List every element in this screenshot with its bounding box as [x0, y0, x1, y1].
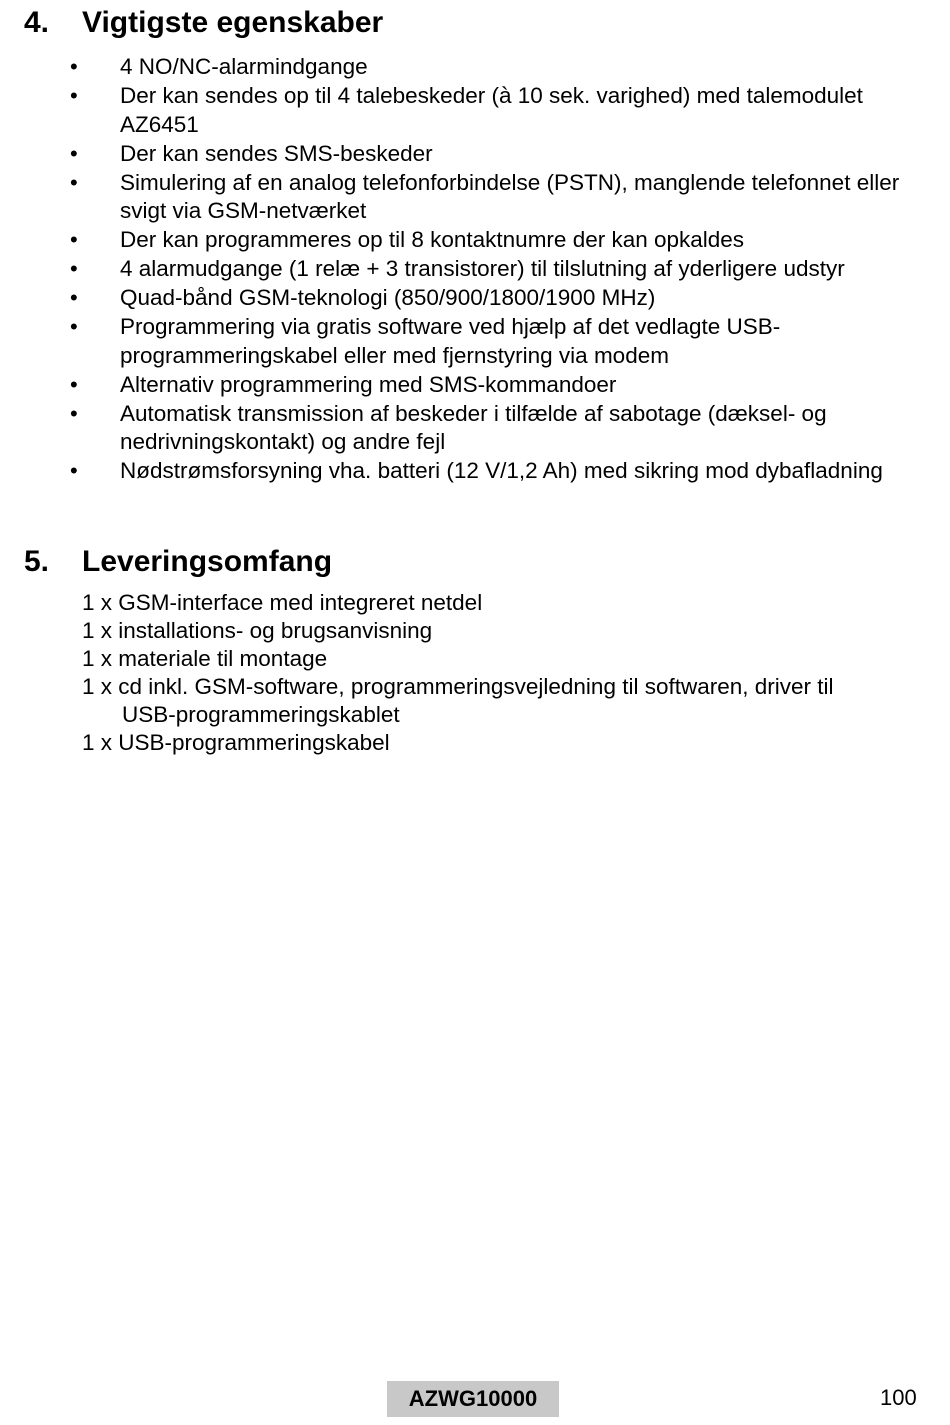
- list-item: [0, 313, 950, 370]
- list-item: [0, 673, 950, 729]
- list-item-text: 1 x installations- og brugsanvisning: [82, 618, 433, 643]
- list-item: [0, 169, 950, 226]
- list-item-text: 4 alarmudgange (1 relæ + 3 transistorer) til tilslutning af yderligere udstyr: [120, 256, 845, 281]
- list-item: [0, 589, 950, 617]
- bullet-icon: •: [70, 458, 78, 483]
- list-item: [0, 729, 950, 757]
- bullet-icon: •: [70, 285, 78, 310]
- list-item-text: Der kan programmeres op til 8 kontaktnumre der kan opkaldes: [120, 227, 745, 252]
- list-item-text: 1 x cd inkl. GSM-software, programmeringsvejledning til softwaren, driver til: [82, 674, 834, 699]
- list-item-text: Nødstrømsforsyning vha. batteri (12 V/1,2 Ah) med sikring mod dybafladning: [120, 458, 883, 483]
- list-item: [0, 255, 950, 284]
- section-5-heading: [0, 545, 950, 579]
- list-item-text: Simulering af en analog telefonforbindelse (PSTN), manglende telefonnet eller svigt via GSM-netværket: [120, 169, 900, 223]
- list-item-text: Alternativ programmering med SMS-kommandoer: [120, 371, 617, 397]
- list-item-text: 4 NO/NC-alarmindgange: [120, 54, 368, 79]
- delivery-scope-list: [0, 589, 950, 757]
- section-4-number: 4.: [24, 6, 50, 39]
- list-item-continuation: USB-programmeringskablet: [122, 702, 400, 727]
- bullet-icon: •: [70, 54, 78, 79]
- list-item: [0, 284, 950, 313]
- bullet-icon: •: [70, 256, 78, 281]
- section-5-title: Leveringsomfang: [82, 545, 333, 578]
- list-item: [0, 400, 950, 457]
- bullet-icon: •: [70, 140, 78, 166]
- product-code-label: AZWG10000: [387, 1381, 559, 1417]
- bullet-icon: •: [70, 83, 78, 108]
- bullet-icon: •: [70, 169, 78, 195]
- list-item-text: 1 x materiale til montage: [82, 646, 328, 671]
- list-item-text: Der kan sendes SMS-beskeder: [120, 140, 433, 166]
- list-item: [0, 53, 950, 82]
- section-4-heading: [0, 6, 950, 40]
- list-item: [0, 226, 950, 255]
- section-5-number: 5.: [24, 545, 50, 578]
- bullet-icon: •: [70, 400, 78, 426]
- list-item-text: 1 x USB-programmeringskabel: [82, 730, 390, 755]
- list-item: [0, 82, 950, 139]
- features-list: [0, 53, 950, 486]
- bullet-icon: •: [70, 227, 78, 252]
- bullet-icon: •: [70, 314, 78, 339]
- list-item-text: Automatisk transmission af beskeder i tilfælde af sabotage (dæksel- og nedrivningskontakt) og andre fejl: [120, 400, 827, 454]
- section-4-title: Vigtigste egenskaber: [82, 6, 384, 39]
- list-item: [0, 645, 950, 673]
- page-number: 100: [880, 1385, 917, 1410]
- list-item: [0, 617, 950, 645]
- list-item-text: Quad-bånd GSM-teknologi (850/900/1800/1900 MHz): [120, 285, 656, 310]
- list-item: [0, 371, 950, 400]
- list-item: [0, 457, 950, 486]
- list-item-text: Programmering via gratis software ved hjælp af det vedlagte USB-programmeringskabel eller med fjernstyring via modem: [120, 314, 781, 368]
- list-item-text: 1 x GSM-interface med integreret netdel: [82, 590, 483, 615]
- list-item-text: Der kan sendes op til 4 talebeskeder (à 10 sek. varighed) med talemodulet AZ6451: [120, 83, 863, 137]
- bullet-icon: •: [70, 371, 78, 397]
- list-item: [0, 140, 950, 169]
